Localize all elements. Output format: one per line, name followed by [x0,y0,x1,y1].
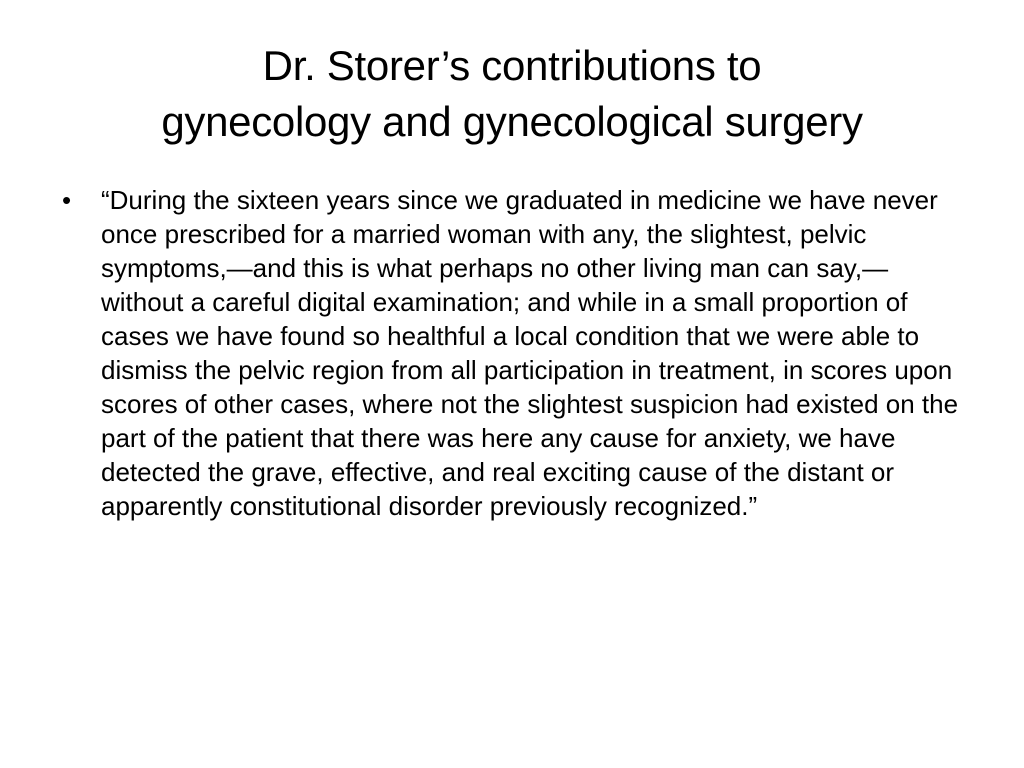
slide-title [40,38,984,150]
quote-bullet [62,183,962,523]
bullet-list [62,183,962,523]
quote-text: “During the sixteen years since we graduated in medicine we have never once prescribed for a married woman with any, the slightest, pelvic symptoms,—and this is what perhaps no other living man can say,—without a careful digital examination; and while in a small proportion of cases we have found so healthful a local condition that we were able to dismiss the pelvic region from all participation in treatment, in scores upon scores of other cases, where not the slightest suspicion had existed on the part of the patient that there was here any cause for anxiety, we have detected the grave, effective, and real exciting cause of the distant or apparently constitutional disorder previously recognized.” [101,185,959,521]
bullet-icon: • [62,185,72,215]
title-line-2: gynecology and gynecological surgery [161,98,863,145]
title-line-1: Dr. Storer’s contributions to [262,42,762,89]
